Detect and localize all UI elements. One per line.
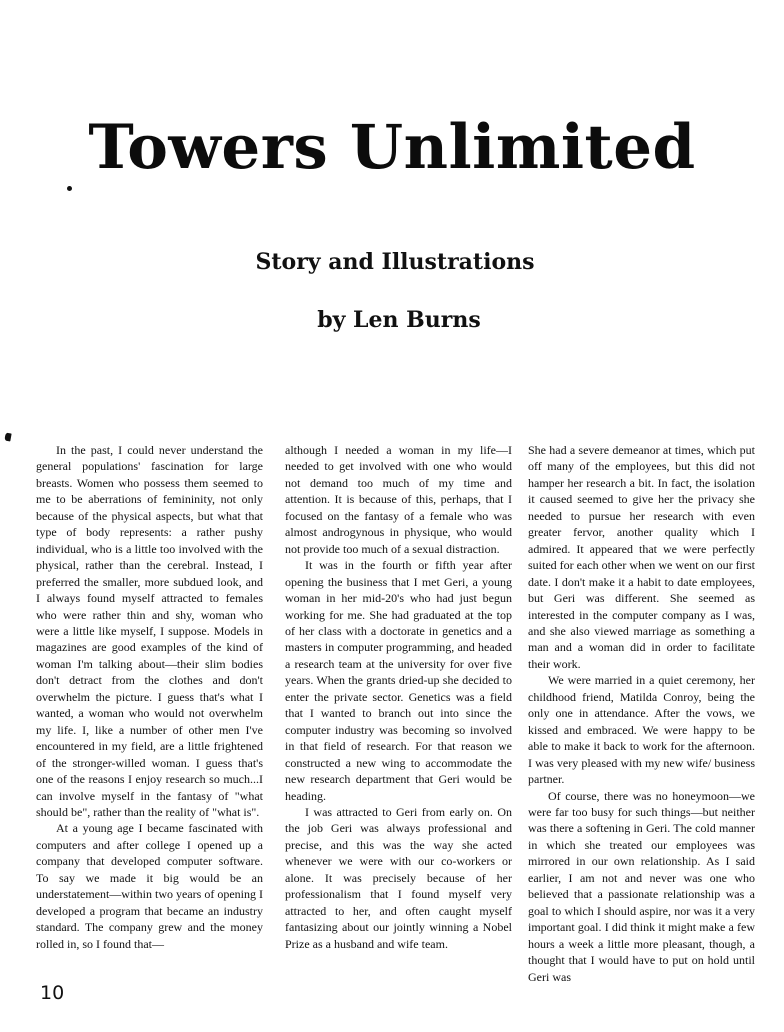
text-column-3 xyxy=(528,442,755,985)
paragraph: We were married in a quiet ceremony, her childhood friend, Matilda Conroy, being the only one in attendance. After the vows, we kissed and embraced. We were happy to be able to make it back to work for the afternoon. I was very pleased with my new wife/ business partner. xyxy=(528,673,755,787)
print-mark xyxy=(4,433,11,442)
story-subtitle: Story and Illustrations xyxy=(255,249,535,275)
paragraph: I was attracted to Geri from early on. On the job Geri was always professional and precise, and this was the way she acted whenever we were with our co-workers or alone. It was precisely because of her professionalism that I found myself very attracted to her, and often caught myself fantasizing about our jointly winning a Nobel Prize as a husband and wife team. xyxy=(285,804,512,951)
paragraph: Of course, there was no honeymoon—we were far too busy for such things—but neither was there a softening in Geri. The cold manner in which she treated our employees was mirrored in our own relationship. As I said earlier, I am not and never was one who believed that a passionate relationship was a goal to which I should aspire, nor was it a very important goal. I did think it might make a few hours a week a little more pleasant, though, a thought that I would have to put on hold until Geri was xyxy=(528,788,755,984)
author-byline: by Len Burns xyxy=(317,307,481,333)
text-column-1 xyxy=(36,442,263,952)
paragraph: At a young age I became fascinated with computers and after college I opened up a company that developed computer software. To say we made it big would be an understatement—within two years of opening I developed a program that became an industry standard. The company grew and the money rolled in, so I found that— xyxy=(36,821,263,951)
paragraph: It was in the fourth or fifth year after opening the business that I met Geri, a young woman in her mid-20's who had just begun working for me. She had graduated at the top of her class with a doctorate in genetics and a masters in computer programming, and headed a research team at the university for over five years. When the grants dried-up she decided to enter the private sector. Genetics was a field that I wanted to branch out into since the computer industry was becoming so involved in that field of research. For that reason we constructed a new wing to accommodate the new research department that Geri would be heading. xyxy=(285,558,512,803)
page-number: 10 xyxy=(40,982,65,1004)
story-title: Towers Unlimited xyxy=(88,112,696,183)
paragraph: although I needed a woman in my life—I needed to get involved with one who would not demand too much of my time and attention. It is because of this, perhaps, that I focused on the fantasy of a female who was almost androgynous in physique, who would not provide too much of a sexual distraction. xyxy=(285,443,512,556)
text-column-2 xyxy=(285,442,512,952)
paragraph: She had a severe demeanor at times, which put off many of the employees, but this did not hamper her research a bit. In fact, the isolation it caused seemed to give her the privacy she needed to pursue her research with even greater fervor, another quality which I admired. It appeared that we were perfectly suited for each other when we went on our first date. I don't make it a habit to date employees, but Geri was different. She seemed as interested in the computer company as I was, and she also viewed marriage as something a man and a woman did in order to facilitate their work. xyxy=(528,443,755,671)
print-speck xyxy=(67,186,72,191)
paragraph: In the past, I could never understand the general populations' fascination for large breasts. Women who possess them seemed to me to be aberrations of femininity, not only because of the physical aspects, but what that type of body represents: a rather pushy individual, who is a little too involved with the physical, rather than the cerebral. Instead, I preferred the smaller, more subdued look, and I always found myself attracted to females who were rather thin and shy, woman who were a little like myself, I suppose. Models in magazines are good examples of the kind of woman I'm talking about—their slim bodies don't detract from the clothes and don't overwhelm the picture. I guess that's what I wanted, a woman who would not overwhelm my life. I, like a number of other men I've encountered in my field, are a little frightened of the stronger-willed woman. I guess that's one of the reasons I enjoy research so much...I can involve myself in the fantasy of "what should be", rather than the reality of "what is". xyxy=(36,443,263,819)
